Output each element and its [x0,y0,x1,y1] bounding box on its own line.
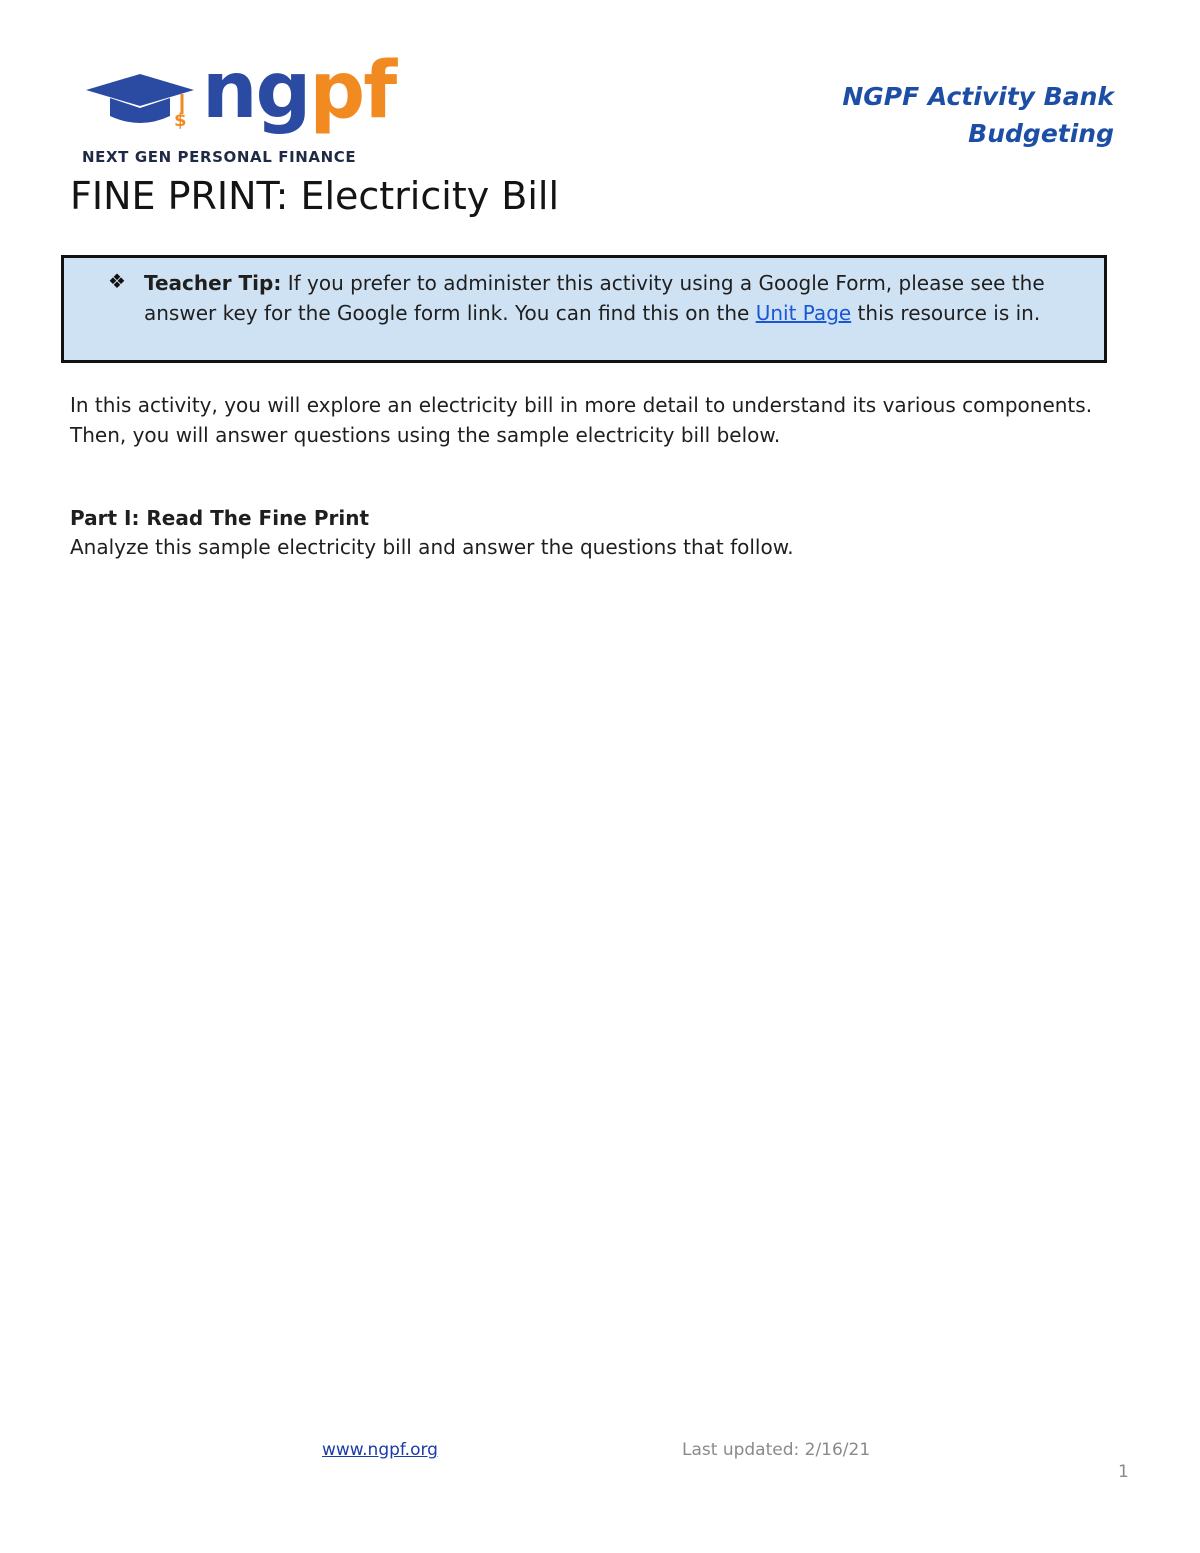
ngpf-logo [82,46,396,168]
logo-word-ng: ng [202,46,310,136]
diamond-bullet-icon: ❖ [108,269,126,293]
part-1-heading: Part I: Read The Fine Print [70,506,370,530]
teacher-tip-box [61,255,1107,363]
logo-tagline: NEXT GEN PERSONAL FINANCE [82,148,357,166]
part-1-description: Analyze this sample electricity bill and answer the questions that follow. [70,535,794,559]
teacher-tip-text [144,268,1104,328]
teacher-tip-label: Teacher Tip: [144,271,282,295]
footer-website-link[interactable]: www.ngpf.org [322,1440,438,1460]
teacher-tip-body: If you prefer to administer this activity using a Google Form, please see the answer key for the Google form link. You can find this on the [144,271,1045,325]
teacher-tip-body-end: this resource is in. [851,301,1041,325]
graduation-cap-icon [82,60,202,140]
header-activity-bank [842,78,1114,152]
logo-wordmark [202,46,396,136]
dollar-sign: $ [174,110,187,131]
logo-word-pf: pf [309,46,396,136]
footer-last-updated: Last updated: 2/16/21 [682,1440,871,1460]
header-line-1: NGPF Activity Bank [842,82,1114,111]
intro-paragraph: In this activity, you will explore an electricity bill in more detail to understand its various components. Then, you will answer questions using the sample electricity bill below. [70,393,1093,447]
header-line-2: Budgeting [968,119,1114,148]
unit-page-link[interactable]: Unit Page [755,301,852,325]
page-number: 1 [1118,1462,1129,1482]
page-title: FINE PRINT: Electricity Bill [70,174,560,218]
